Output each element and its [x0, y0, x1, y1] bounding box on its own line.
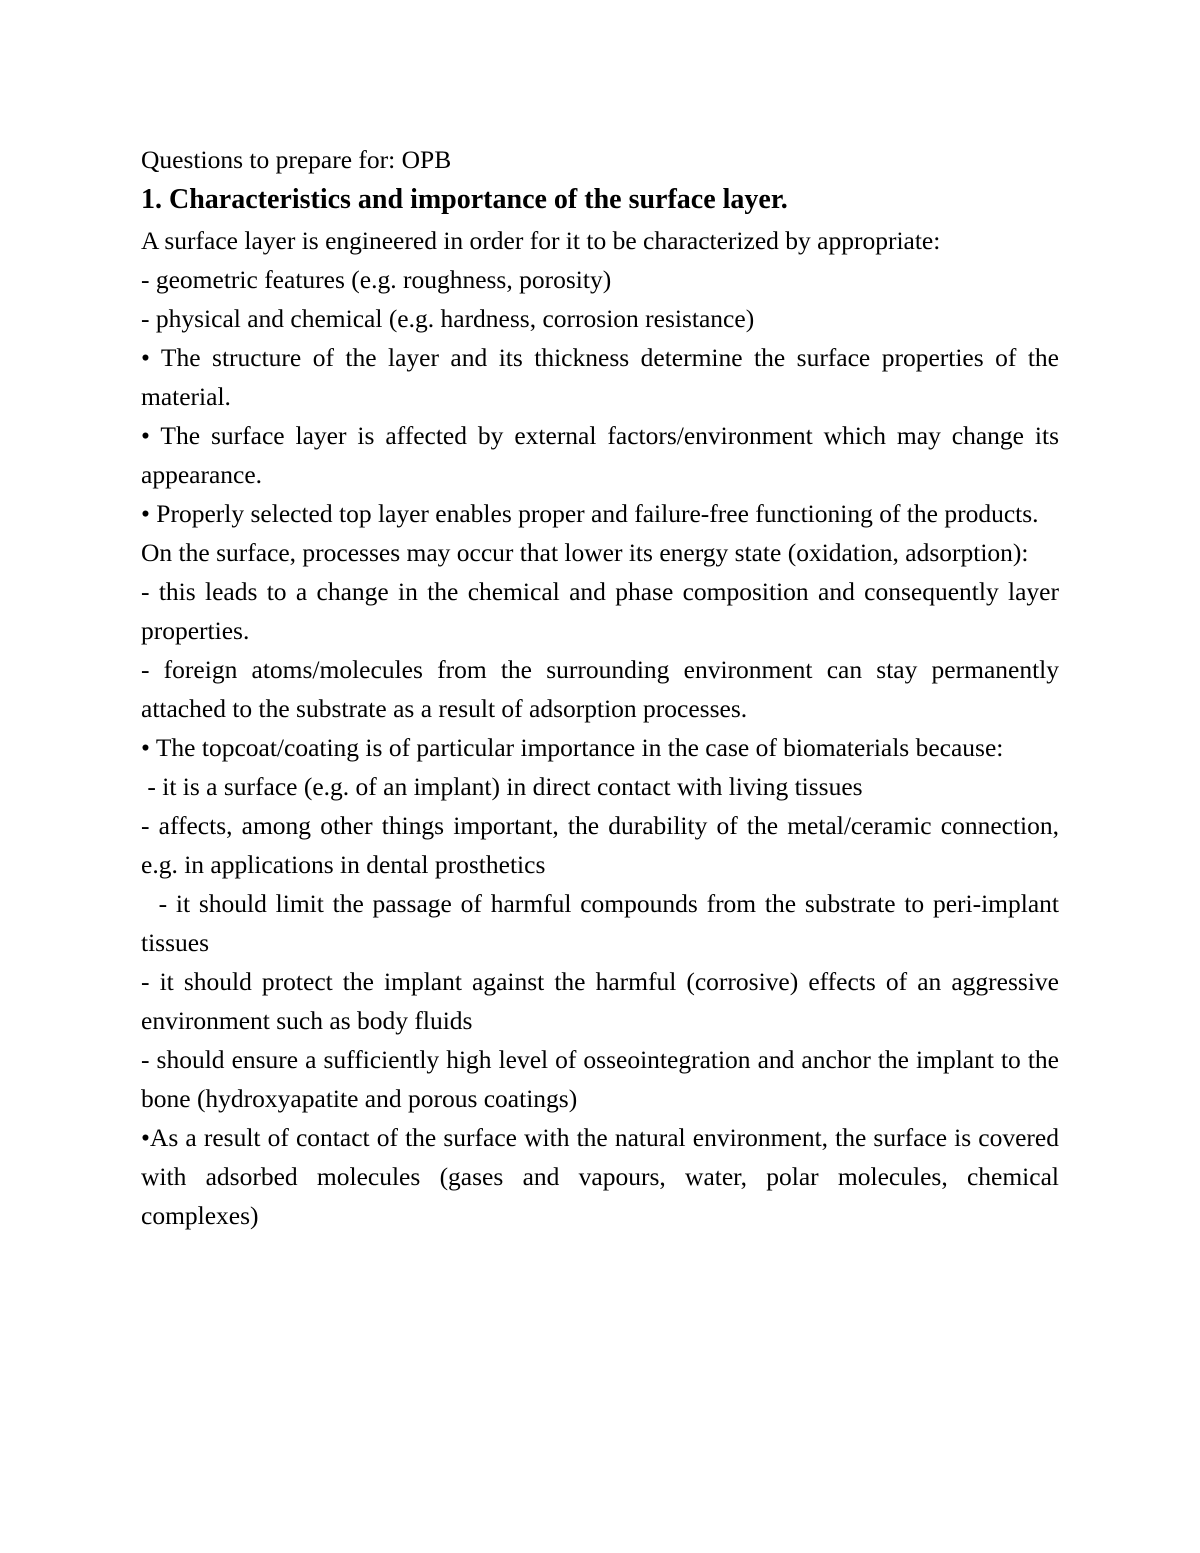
list-item-contact-living-tissues: - it is a surface (e.g. of an implant) in direct contact with living tissues: [141, 772, 863, 801]
list-item-foreign-atoms: - foreign atoms/molecules from the surrounding environment can stay permanently attached to the substrate as a result of adsorption processes.: [141, 655, 1059, 723]
bullet-adsorbed-molecules: •As a result of contact of the surface with the natural environment, the surface is covered with adsorbed molecules (gases and vapours, water, polar molecules, chemical complexes): [141, 1123, 1059, 1230]
list-item-geometric-features: - geometric features (e.g. roughness, porosity): [141, 265, 612, 294]
list-item-composition-change: - this leads to a change in the chemical and phase composition and consequently layer properties.: [141, 577, 1059, 645]
paragraph-surface-processes: On the surface, processes may occur that lower its energy state (oxidation, adsorption):: [141, 538, 1029, 567]
section-heading: 1. Characteristics and importance of the surface layer.: [141, 184, 788, 215]
list-item-durability: - affects, among other things important, the durability of the metal/ceramic connection, e.g. in applications in dental prosthetics: [141, 811, 1059, 879]
bullet-structure-thickness: • The structure of the layer and its thickness determine the surface properties of the material.: [141, 343, 1059, 411]
bullet-external-factors: • The surface layer is affected by external factors/environment which may change its appearance.: [141, 421, 1059, 489]
list-item-corrosion-protection: - it should protect the implant against the harmful (corrosive) effects of an aggressive environment such as body fluids: [141, 967, 1059, 1035]
document-body: [141, 140, 1066, 1235]
bullet-top-layer-functioning: • Properly selected top layer enables proper and failure-free functioning of the products.: [141, 499, 1039, 528]
bullet-biomaterials: • The topcoat/coating is of particular importance in the case of biomaterials because:: [141, 733, 1004, 762]
list-item-harmful-compounds: - it should limit the passage of harmful compounds from the substrate to peri-implant tissues: [141, 889, 1066, 957]
list-item-osseointegration: - should ensure a sufficiently high level of osseointegration and anchor the implant to the bone (hydroxyapatite and porous coatings): [141, 1045, 1059, 1113]
document-intro: Questions to prepare for: OPB: [141, 145, 452, 174]
list-item-physical-chemical: - physical and chemical (e.g. hardness, corrosion resistance): [141, 304, 755, 333]
paragraph-surface-layer-intro: A surface layer is engineered in order for it to be characterized by appropriate:: [141, 226, 941, 255]
